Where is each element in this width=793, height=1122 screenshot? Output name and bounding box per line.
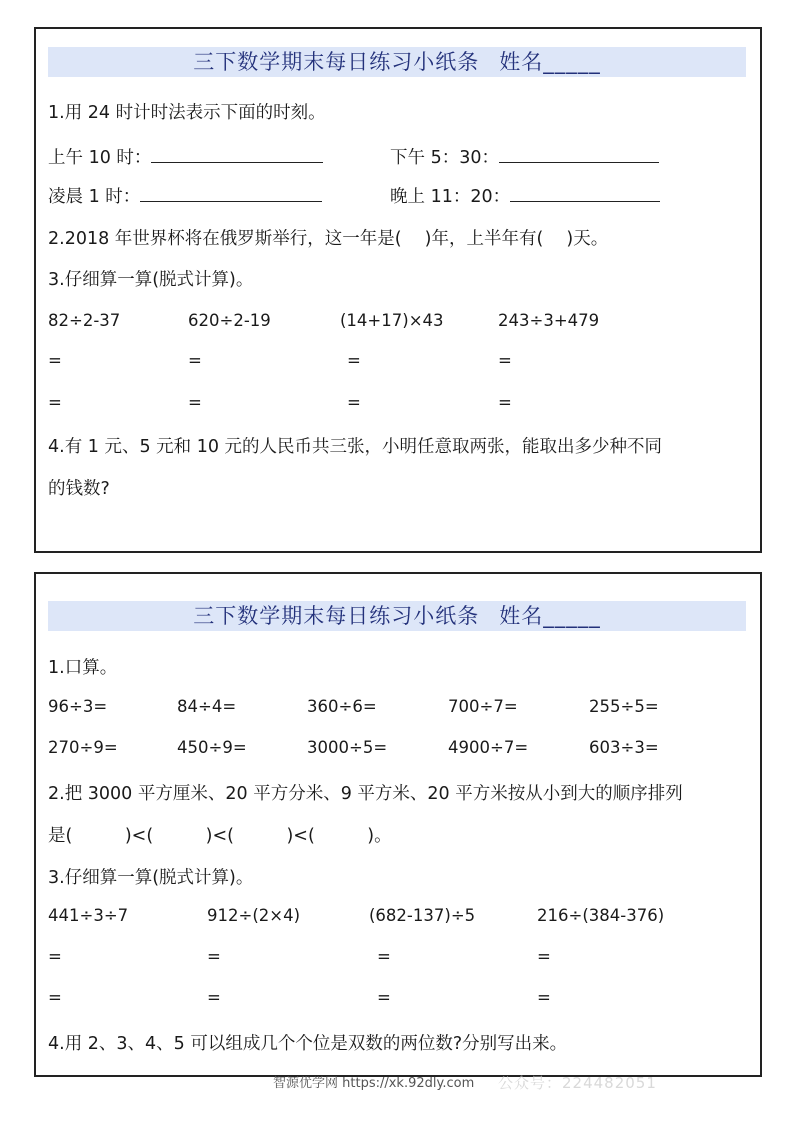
- equals-sign: =: [537, 947, 551, 966]
- time-item-3: [48, 183, 322, 208]
- answer-blank[interactable]: [151, 147, 323, 163]
- equals-sign: =: [48, 947, 62, 966]
- time-item-label: 下午 5：30：: [390, 148, 499, 168]
- question-3-prompt: 3.仔细算一算(脱式计算)。: [48, 868, 254, 888]
- oral-calc-item: 603÷3=: [589, 738, 659, 757]
- name-label: 姓名_____: [499, 604, 601, 628]
- equals-sign: =: [188, 351, 202, 370]
- oral-calc-item: 270÷9=: [48, 738, 118, 757]
- oral-calc-item: 96÷3=: [48, 697, 108, 716]
- calc-expression: 441÷3÷7: [48, 906, 129, 925]
- equals-sign: =: [48, 988, 62, 1007]
- equals-sign: =: [207, 947, 221, 966]
- time-item-label: 上午 10 时：: [48, 148, 152, 168]
- equals-sign: =: [537, 988, 551, 1007]
- equals-sign: =: [207, 988, 221, 1007]
- question-2: 2.2018 年世界杯将在俄罗斯举行，这一年是( )年，上半年有( )天。: [48, 229, 609, 249]
- question-1-prompt: 1.口算。: [48, 658, 118, 678]
- card-title: 三下数学期末每日练习小纸条: [193, 604, 480, 628]
- equals-sign: =: [347, 351, 361, 370]
- equals-sign: =: [48, 351, 62, 370]
- time-item-label: 晚上 11：20：: [390, 187, 511, 207]
- answer-blank[interactable]: [140, 186, 322, 202]
- calc-expression: 243÷3+479: [498, 311, 600, 330]
- equals-sign: =: [48, 393, 62, 412]
- answer-blank[interactable]: [510, 186, 660, 202]
- footer-source: 智源优学网 https://xk.92dly.com: [273, 1076, 475, 1091]
- oral-calc-item: 255÷5=: [589, 697, 659, 716]
- oral-calc-item: 360÷6=: [307, 697, 377, 716]
- card-title: 三下数学期末每日练习小纸条: [193, 50, 480, 74]
- question-4-line-1: 4.有 1 元、5 元和 10 元的人民币共三张，小明任意取两张，能取出多少种不同: [48, 437, 663, 457]
- watermark: 公众号：224482051: [498, 1074, 657, 1092]
- question-3-prompt: 3.仔细算一算(脱式计算)。: [48, 270, 254, 290]
- calc-expression: (682-137)÷5: [369, 906, 476, 925]
- oral-calc-item: 450÷9=: [177, 738, 247, 757]
- card-title-bar: [48, 601, 746, 631]
- question-2-line-1: 2.把 3000 平方厘米、20 平方分米、9 平方米、20 平方米按从小到大的顺序排列: [48, 784, 683, 804]
- calc-expression: 216÷(384-376): [537, 906, 665, 925]
- oral-calc-item: 700÷7=: [448, 697, 518, 716]
- calc-expression: 912÷(2×4): [207, 906, 301, 925]
- answer-blank[interactable]: [499, 147, 659, 163]
- question-4: 4.用 2、3、4、5 可以组成几个个位是双数的两位数?分别写出来。: [48, 1034, 568, 1054]
- calc-expression: (14+17)×43: [340, 311, 444, 330]
- question-1-prompt: 1.用 24 时计时法表示下面的时刻。: [48, 103, 326, 123]
- question-2-line-2: 是( )<( )<( )<( )。: [48, 826, 392, 846]
- equals-sign: =: [188, 393, 202, 412]
- equals-sign: =: [377, 988, 391, 1007]
- calc-expression: 82÷2-37: [48, 311, 121, 330]
- equals-sign: =: [498, 351, 512, 370]
- oral-calc-item: 84÷4=: [177, 697, 237, 716]
- calc-expression: 620÷2-19: [188, 311, 271, 330]
- worksheet-card-2: [34, 572, 762, 1077]
- equals-sign: =: [377, 947, 391, 966]
- time-item-1: [48, 144, 323, 169]
- card-title-bar: [48, 47, 746, 77]
- worksheet-card-1: [34, 27, 762, 553]
- oral-calc-item: 4900÷7=: [448, 738, 529, 757]
- time-item-4: [390, 183, 660, 208]
- oral-calc-item: 3000÷5=: [307, 738, 388, 757]
- question-4-line-2: 的钱数?: [48, 479, 110, 499]
- equals-sign: =: [498, 393, 512, 412]
- time-item-label: 凌晨 1 时：: [48, 187, 141, 207]
- equals-sign: =: [347, 393, 361, 412]
- time-item-2: [390, 144, 659, 169]
- name-label: 姓名_____: [499, 50, 601, 74]
